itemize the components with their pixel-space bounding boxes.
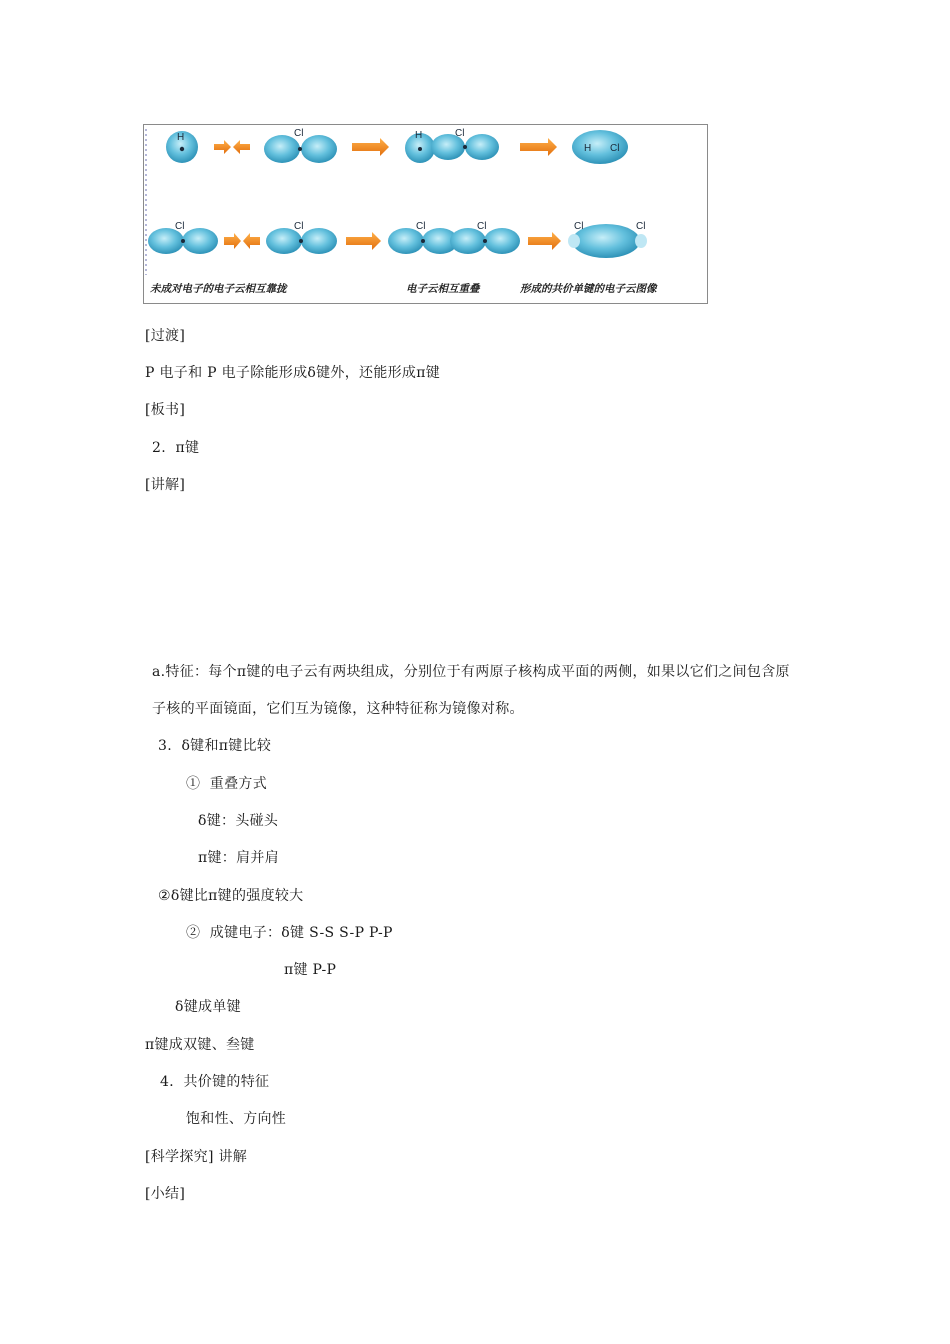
small-arrows-row2 — [224, 233, 260, 249]
cl-orbital-left — [148, 221, 218, 254]
text-feature-2: 子核的平面镜面，它们互为镜像，这种特征称为镜像对称。 — [152, 701, 524, 717]
cl-label-8: Cl — [574, 221, 584, 232]
item-bond-electrons: ② 成键电子：δ键 S-S S-P P-P — [186, 925, 393, 941]
cl-label-2: Cl — [455, 128, 465, 139]
cl-p-orbital — [264, 128, 337, 163]
item-single-bond: δ键成单键 — [175, 999, 241, 1015]
item-double-triple: π键成双键、叁键 — [145, 1037, 255, 1053]
item-pi-shoulder: π键：肩并肩 — [198, 850, 280, 866]
section-summary: [小结] — [145, 1186, 186, 1202]
h-atom-cloud — [166, 131, 198, 163]
cl-label-4: Cl — [175, 221, 185, 232]
h-label: H — [177, 132, 185, 143]
h-cl-approach — [405, 128, 499, 163]
arrow-row1-b — [520, 138, 557, 156]
cl-label-9: Cl — [636, 221, 646, 232]
caption-bond-image: 形成的共价单键的电子云图像 — [520, 283, 657, 295]
orbital-overlap-figure — [143, 124, 708, 304]
orbital-overlap-diagram — [144, 125, 709, 305]
item-sigma-head: δ键：头碰头 — [198, 813, 279, 829]
heading-covalent-features: 4．共价键的特征 — [160, 1074, 270, 1090]
arrow-row1-a — [352, 138, 389, 156]
cl-label-7: Cl — [477, 221, 487, 232]
cl-orbital-right — [266, 221, 337, 254]
h-label-2: H — [415, 130, 423, 141]
item-overlap-mode: ① 重叠方式 — [186, 776, 267, 792]
text-p-electron: P 电子和 P 电子除能形成δ键外，还能形成π键 — [145, 365, 441, 381]
cl-cl-bond-cloud — [568, 221, 647, 258]
arrow-row2-a — [346, 232, 381, 250]
section-explain: [讲解] — [145, 477, 186, 493]
cl-cl-overlap — [388, 221, 520, 254]
heading-pi-bond: 2. π键 — [152, 440, 200, 456]
caption-approach: 未成对电子的电子云相互靠拢 — [150, 283, 287, 295]
text-feature-1: a.特征：每个π键的电子云有两块组成，分别位于有两原子核构成平面的两侧，如果以它们之间包含原 — [152, 664, 790, 680]
item-pi-pp: π键 P-P — [284, 962, 337, 978]
cl-label-6: Cl — [416, 221, 426, 232]
cl-label: Cl — [294, 128, 304, 139]
cl-label-5: Cl — [294, 221, 304, 232]
section-science-inquiry: [科学探究] 讲解 — [145, 1149, 248, 1165]
h-label-3: H — [584, 143, 592, 154]
arrow-row2-b — [528, 232, 561, 250]
section-board: [板书] — [145, 402, 186, 418]
caption-overlap: 电子云相互重叠 — [406, 283, 480, 295]
h-cl-bond-cloud — [572, 130, 628, 164]
heading-comparison: 3. δ键和π键比较 — [158, 738, 272, 754]
text-saturation: 饱和性、方向性 — [186, 1111, 287, 1127]
section-transition: [过渡] — [145, 328, 186, 344]
item-strength: ②δ键比π键的强度较大 — [158, 888, 304, 904]
small-arrows-row1 — [214, 140, 250, 154]
cl-label-3: Cl — [610, 143, 620, 154]
